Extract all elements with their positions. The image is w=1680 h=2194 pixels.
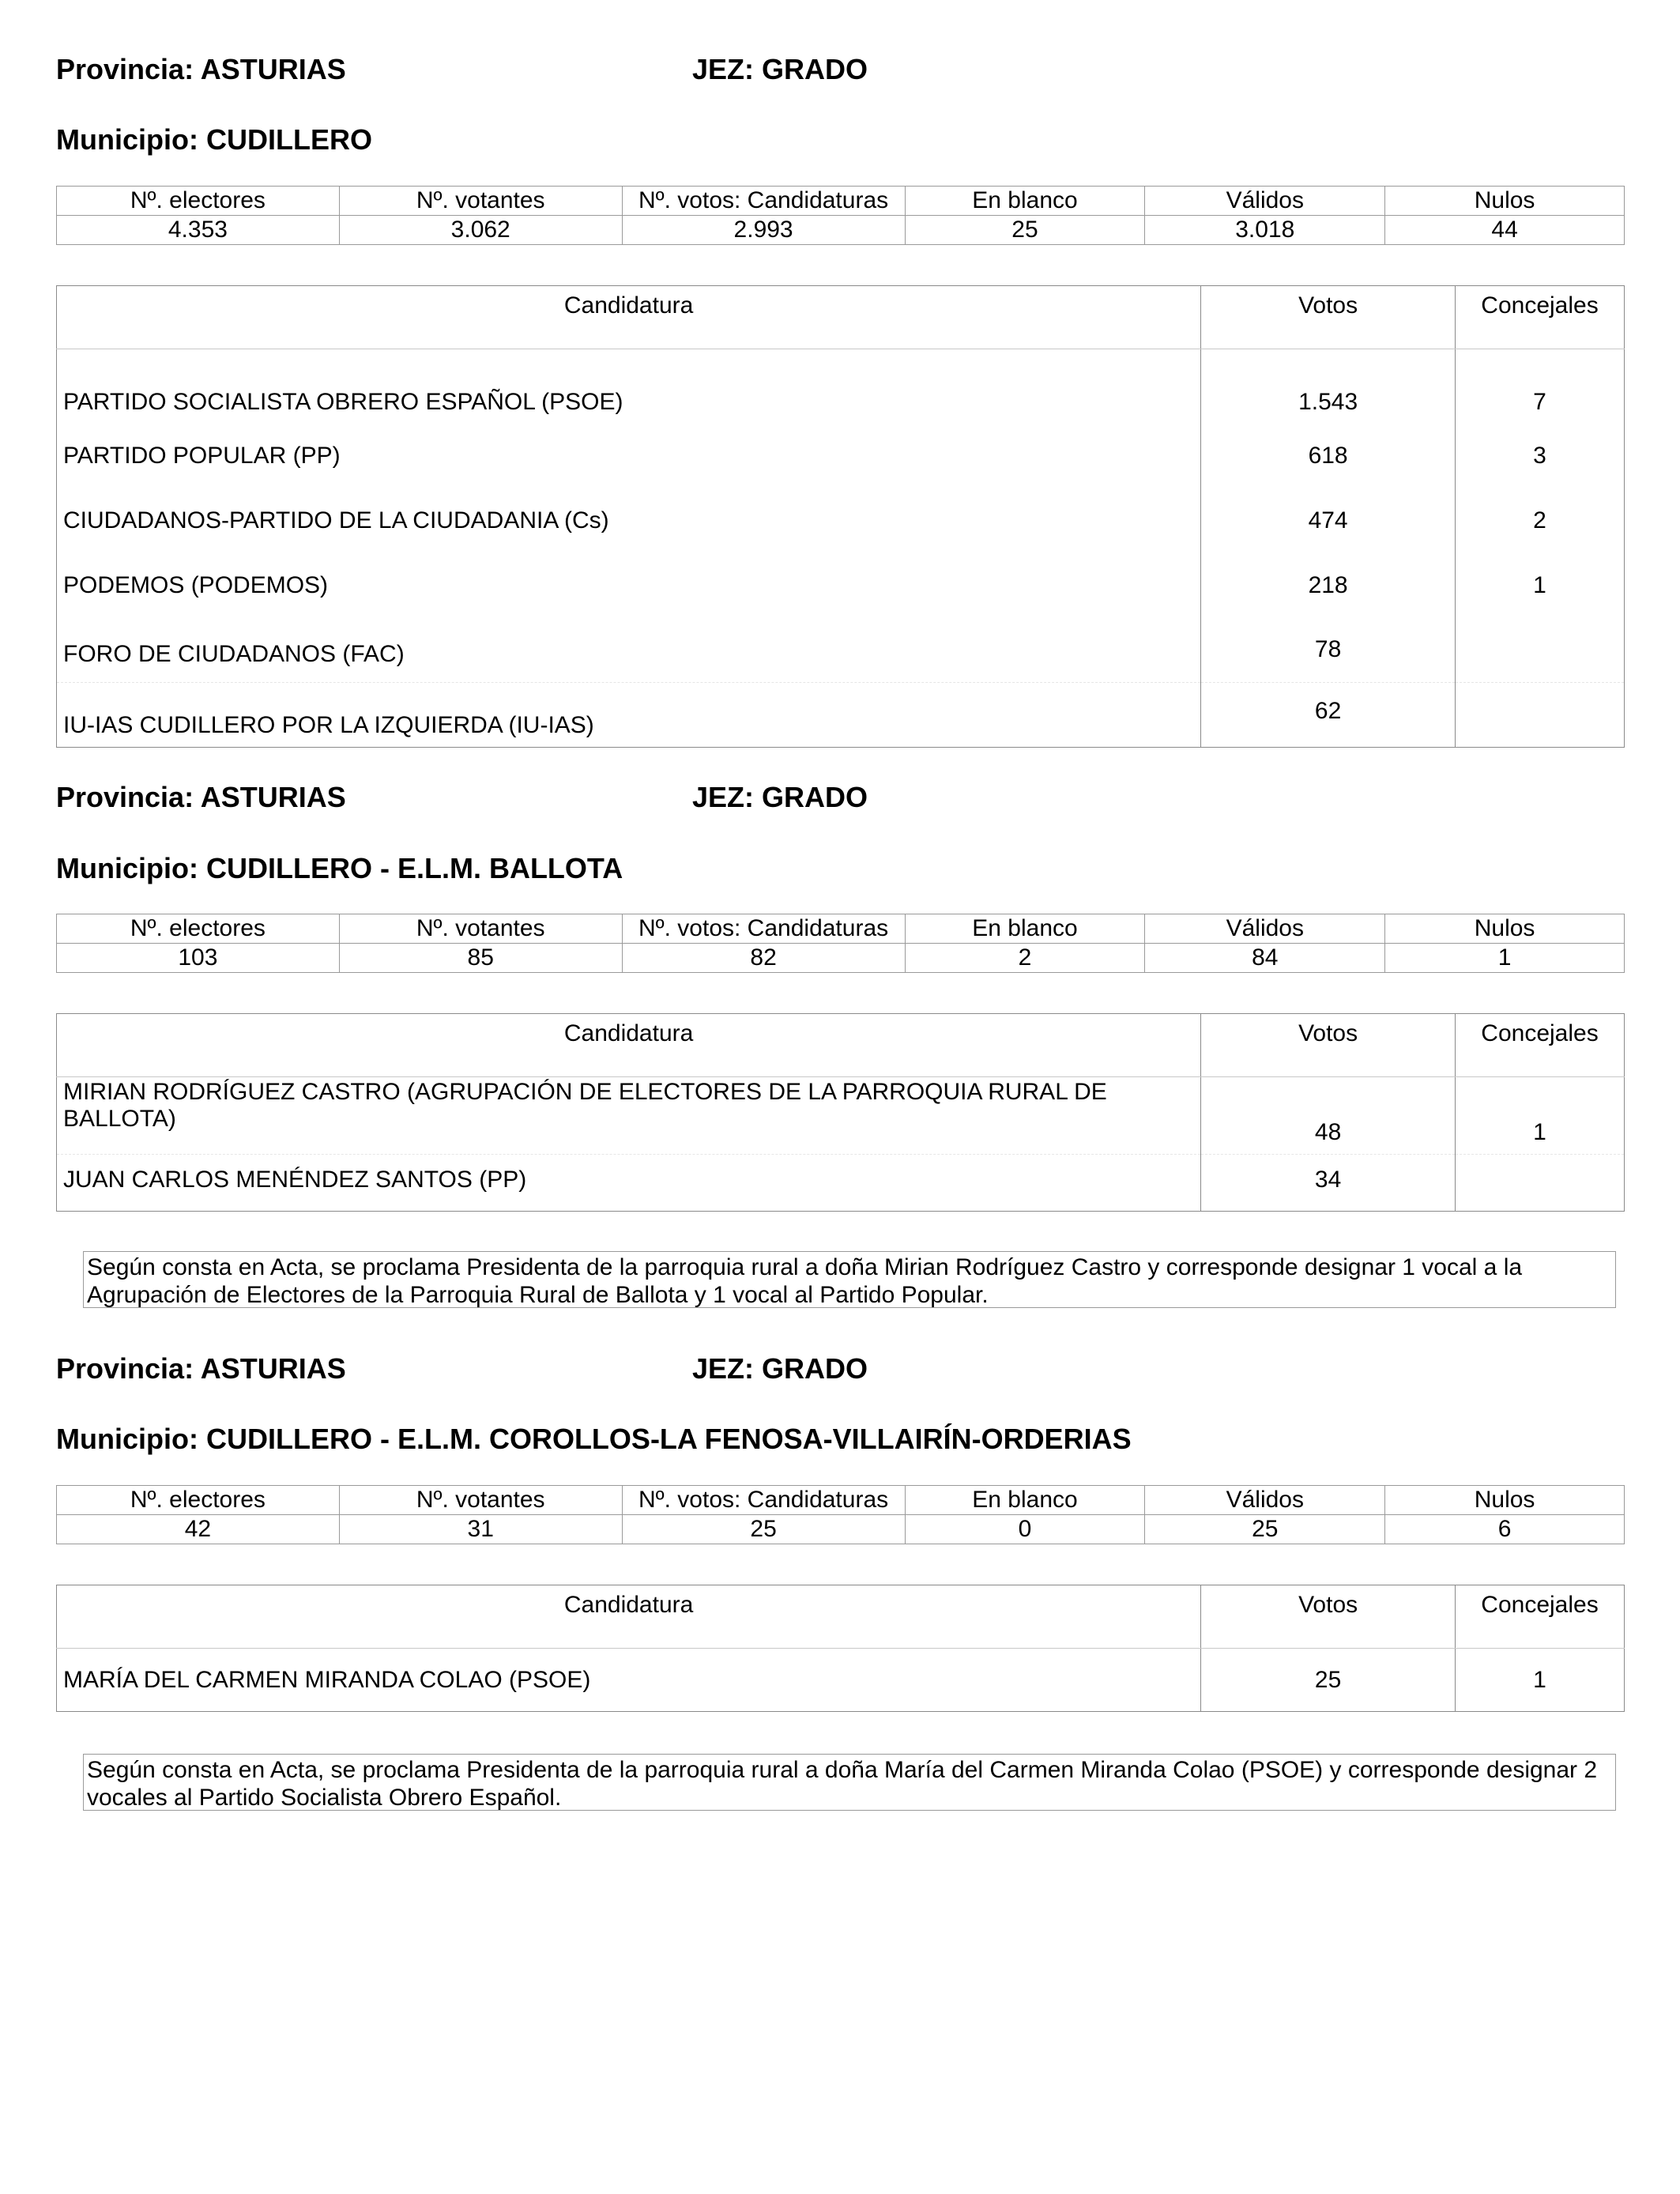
stat-header: Nº. votantes: [339, 187, 622, 216]
seats-header: Concejales: [1456, 1585, 1625, 1649]
stats-value-row: [57, 216, 1625, 245]
acta-note: Según consta en Acta, se proclama Presidenta de la parroquia rural a doña María del Carmen Miranda Colao (PSOE) y corresponde designar 2 vocales al Partido Socialista Obrero Español.: [83, 1754, 1616, 1811]
votes-header: Votos: [1201, 1585, 1456, 1649]
stat-value: 85: [339, 944, 622, 973]
table-row: [57, 488, 1625, 553]
candidate-seats: 3: [1456, 424, 1625, 488]
stat-value: 25: [622, 1515, 905, 1544]
provincia-heading: [56, 53, 868, 85]
candidate-header: Candidatura: [57, 1014, 1201, 1077]
stat-value: 3.062: [339, 216, 622, 245]
table-row: [57, 349, 1625, 424]
candidate-header: Candidatura: [57, 286, 1201, 349]
stat-header: Nº. votos: Candidaturas: [622, 1486, 905, 1515]
candidate-name: CIUDADANOS-PARTIDO DE LA CIUDADANIA (Cs): [57, 488, 1201, 553]
provincia-label: Provincia: ASTURIAS: [56, 781, 346, 813]
candidate-name: PODEMOS (PODEMOS): [57, 553, 1201, 618]
stat-value: 0: [905, 1515, 1145, 1544]
stat-value: 4.353: [57, 216, 340, 245]
stat-header: En blanco: [905, 914, 1145, 944]
candidate-votes: 62: [1201, 683, 1456, 748]
stat-header: Nº. votantes: [339, 1486, 622, 1515]
stat-header: Nulos: [1385, 1486, 1625, 1515]
stat-value: 84: [1145, 944, 1385, 973]
seats-header: Concejales: [1456, 1014, 1625, 1077]
stat-header: Nº. votos: Candidaturas: [622, 187, 905, 216]
stats-header-row: [57, 1486, 1625, 1515]
candidate-name: MARÍA DEL CARMEN MIRANDA COLAO (PSOE): [57, 1649, 1201, 1712]
stat-header: Válidos: [1145, 914, 1385, 944]
provincia-label: Provincia: ASTURIAS: [56, 53, 346, 85]
stat-header: Nulos: [1385, 187, 1625, 216]
candidate-votes: 48: [1201, 1077, 1456, 1155]
candidates-table: [56, 285, 1625, 748]
table-row: [57, 1155, 1625, 1212]
stat-header: Válidos: [1145, 187, 1385, 216]
candidates-table: [56, 1585, 1625, 1712]
provincia-heading: [56, 781, 868, 813]
candidate-seats: 1: [1456, 553, 1625, 618]
acta-note: Según consta en Acta, se proclama Presidenta de la parroquia rural a doña Mirian Rodríguez Castro y corresponde designar 1 vocal a la Agrupación de Electores de la Parroquia Rural de Ballota y 1 vocal al Partido Popular.: [83, 1251, 1616, 1308]
stat-value: 2: [905, 944, 1145, 973]
table-row: [57, 618, 1625, 683]
candidate-votes: 34: [1201, 1155, 1456, 1212]
candidate-seats: [1456, 683, 1625, 748]
candidate-seats: 7: [1456, 349, 1625, 424]
stat-value: 25: [1145, 1515, 1385, 1544]
jez-label: JEZ: GRADO: [692, 1352, 868, 1385]
candidate-name: JUAN CARLOS MENÉNDEZ SANTOS (PP): [57, 1155, 1201, 1212]
stat-value: 25: [905, 216, 1145, 245]
stats-value-row: [57, 944, 1625, 973]
stat-header: Nº. votantes: [339, 914, 622, 944]
candidates-header-row: [57, 286, 1625, 349]
candidate-name: FORO DE CIUDADANOS (FAC): [57, 618, 1201, 683]
stat-value: 103: [57, 944, 340, 973]
candidates-table: [56, 1013, 1625, 1212]
stats-table: [56, 186, 1625, 245]
candidate-seats: [1456, 618, 1625, 683]
table-row: [57, 683, 1625, 748]
candidate-votes: 1.543: [1201, 349, 1456, 424]
candidate-seats: 1: [1456, 1649, 1625, 1712]
candidate-votes: 218: [1201, 553, 1456, 618]
candidate-name: PARTIDO POPULAR (PP): [57, 424, 1201, 488]
stat-header: Válidos: [1145, 1486, 1385, 1515]
stats-header-row: [57, 914, 1625, 944]
stat-value: 42: [57, 1515, 340, 1544]
stat-header: Nº. votos: Candidaturas: [622, 914, 905, 944]
candidate-name: MIRIAN RODRÍGUEZ CASTRO (AGRUPACIÓN DE ELECTORES DE LA PARROQUIA RURAL DE BALLOTA): [57, 1077, 1201, 1155]
stat-header: Nº. electores: [57, 187, 340, 216]
table-row: [57, 553, 1625, 618]
stat-value: 44: [1385, 216, 1625, 245]
table-row: [57, 1077, 1625, 1155]
stat-header: Nulos: [1385, 914, 1625, 944]
seats-header: Concejales: [1456, 286, 1625, 349]
municipio-title: Municipio: CUDILLERO - E.L.M. BALLOTA: [56, 852, 623, 884]
provincia-label: Provincia: ASTURIAS: [56, 1352, 346, 1385]
votes-header: Votos: [1201, 1014, 1456, 1077]
stats-table: [56, 1485, 1625, 1544]
provincia-heading: [56, 1352, 868, 1385]
stat-header: En blanco: [905, 1486, 1145, 1515]
candidate-seats: 2: [1456, 488, 1625, 553]
stat-value: 31: [339, 1515, 622, 1544]
candidate-votes: 25: [1201, 1649, 1456, 1712]
candidate-header: Candidatura: [57, 1585, 1201, 1649]
table-row: [57, 1649, 1625, 1712]
stat-value: 6: [1385, 1515, 1625, 1544]
candidate-votes: 618: [1201, 424, 1456, 488]
candidate-name: PARTIDO SOCIALISTA OBRERO ESPAÑOL (PSOE): [57, 349, 1201, 424]
stat-header: Nº. electores: [57, 1486, 340, 1515]
candidate-votes: 78: [1201, 618, 1456, 683]
candidate-name: IU-IAS CUDILLERO POR LA IZQUIERDA (IU-IAS): [57, 683, 1201, 748]
stats-value-row: [57, 1515, 1625, 1544]
stats-header-row: [57, 187, 1625, 216]
candidates-header-row: [57, 1585, 1625, 1649]
candidates-header-row: [57, 1014, 1625, 1077]
candidate-seats: [1456, 1155, 1625, 1212]
candidate-votes: 474: [1201, 488, 1456, 553]
stat-header: Nº. electores: [57, 914, 340, 944]
stat-value: 3.018: [1145, 216, 1385, 245]
candidate-seats: 1: [1456, 1077, 1625, 1155]
stat-header: En blanco: [905, 187, 1145, 216]
votes-header: Votos: [1201, 286, 1456, 349]
stats-table: [56, 914, 1625, 973]
municipio-title: Municipio: CUDILLERO: [56, 123, 372, 156]
stat-value: 2.993: [622, 216, 905, 245]
stat-value: 1: [1385, 944, 1625, 973]
jez-label: JEZ: GRADO: [692, 781, 868, 813]
stat-value: 82: [622, 944, 905, 973]
municipio-title: Municipio: CUDILLERO - E.L.M. COROLLOS-LA FENOSA-VILLAIRÍN-ORDERIAS: [56, 1423, 1132, 1455]
jez-label: JEZ: GRADO: [692, 53, 868, 85]
table-row: [57, 424, 1625, 488]
